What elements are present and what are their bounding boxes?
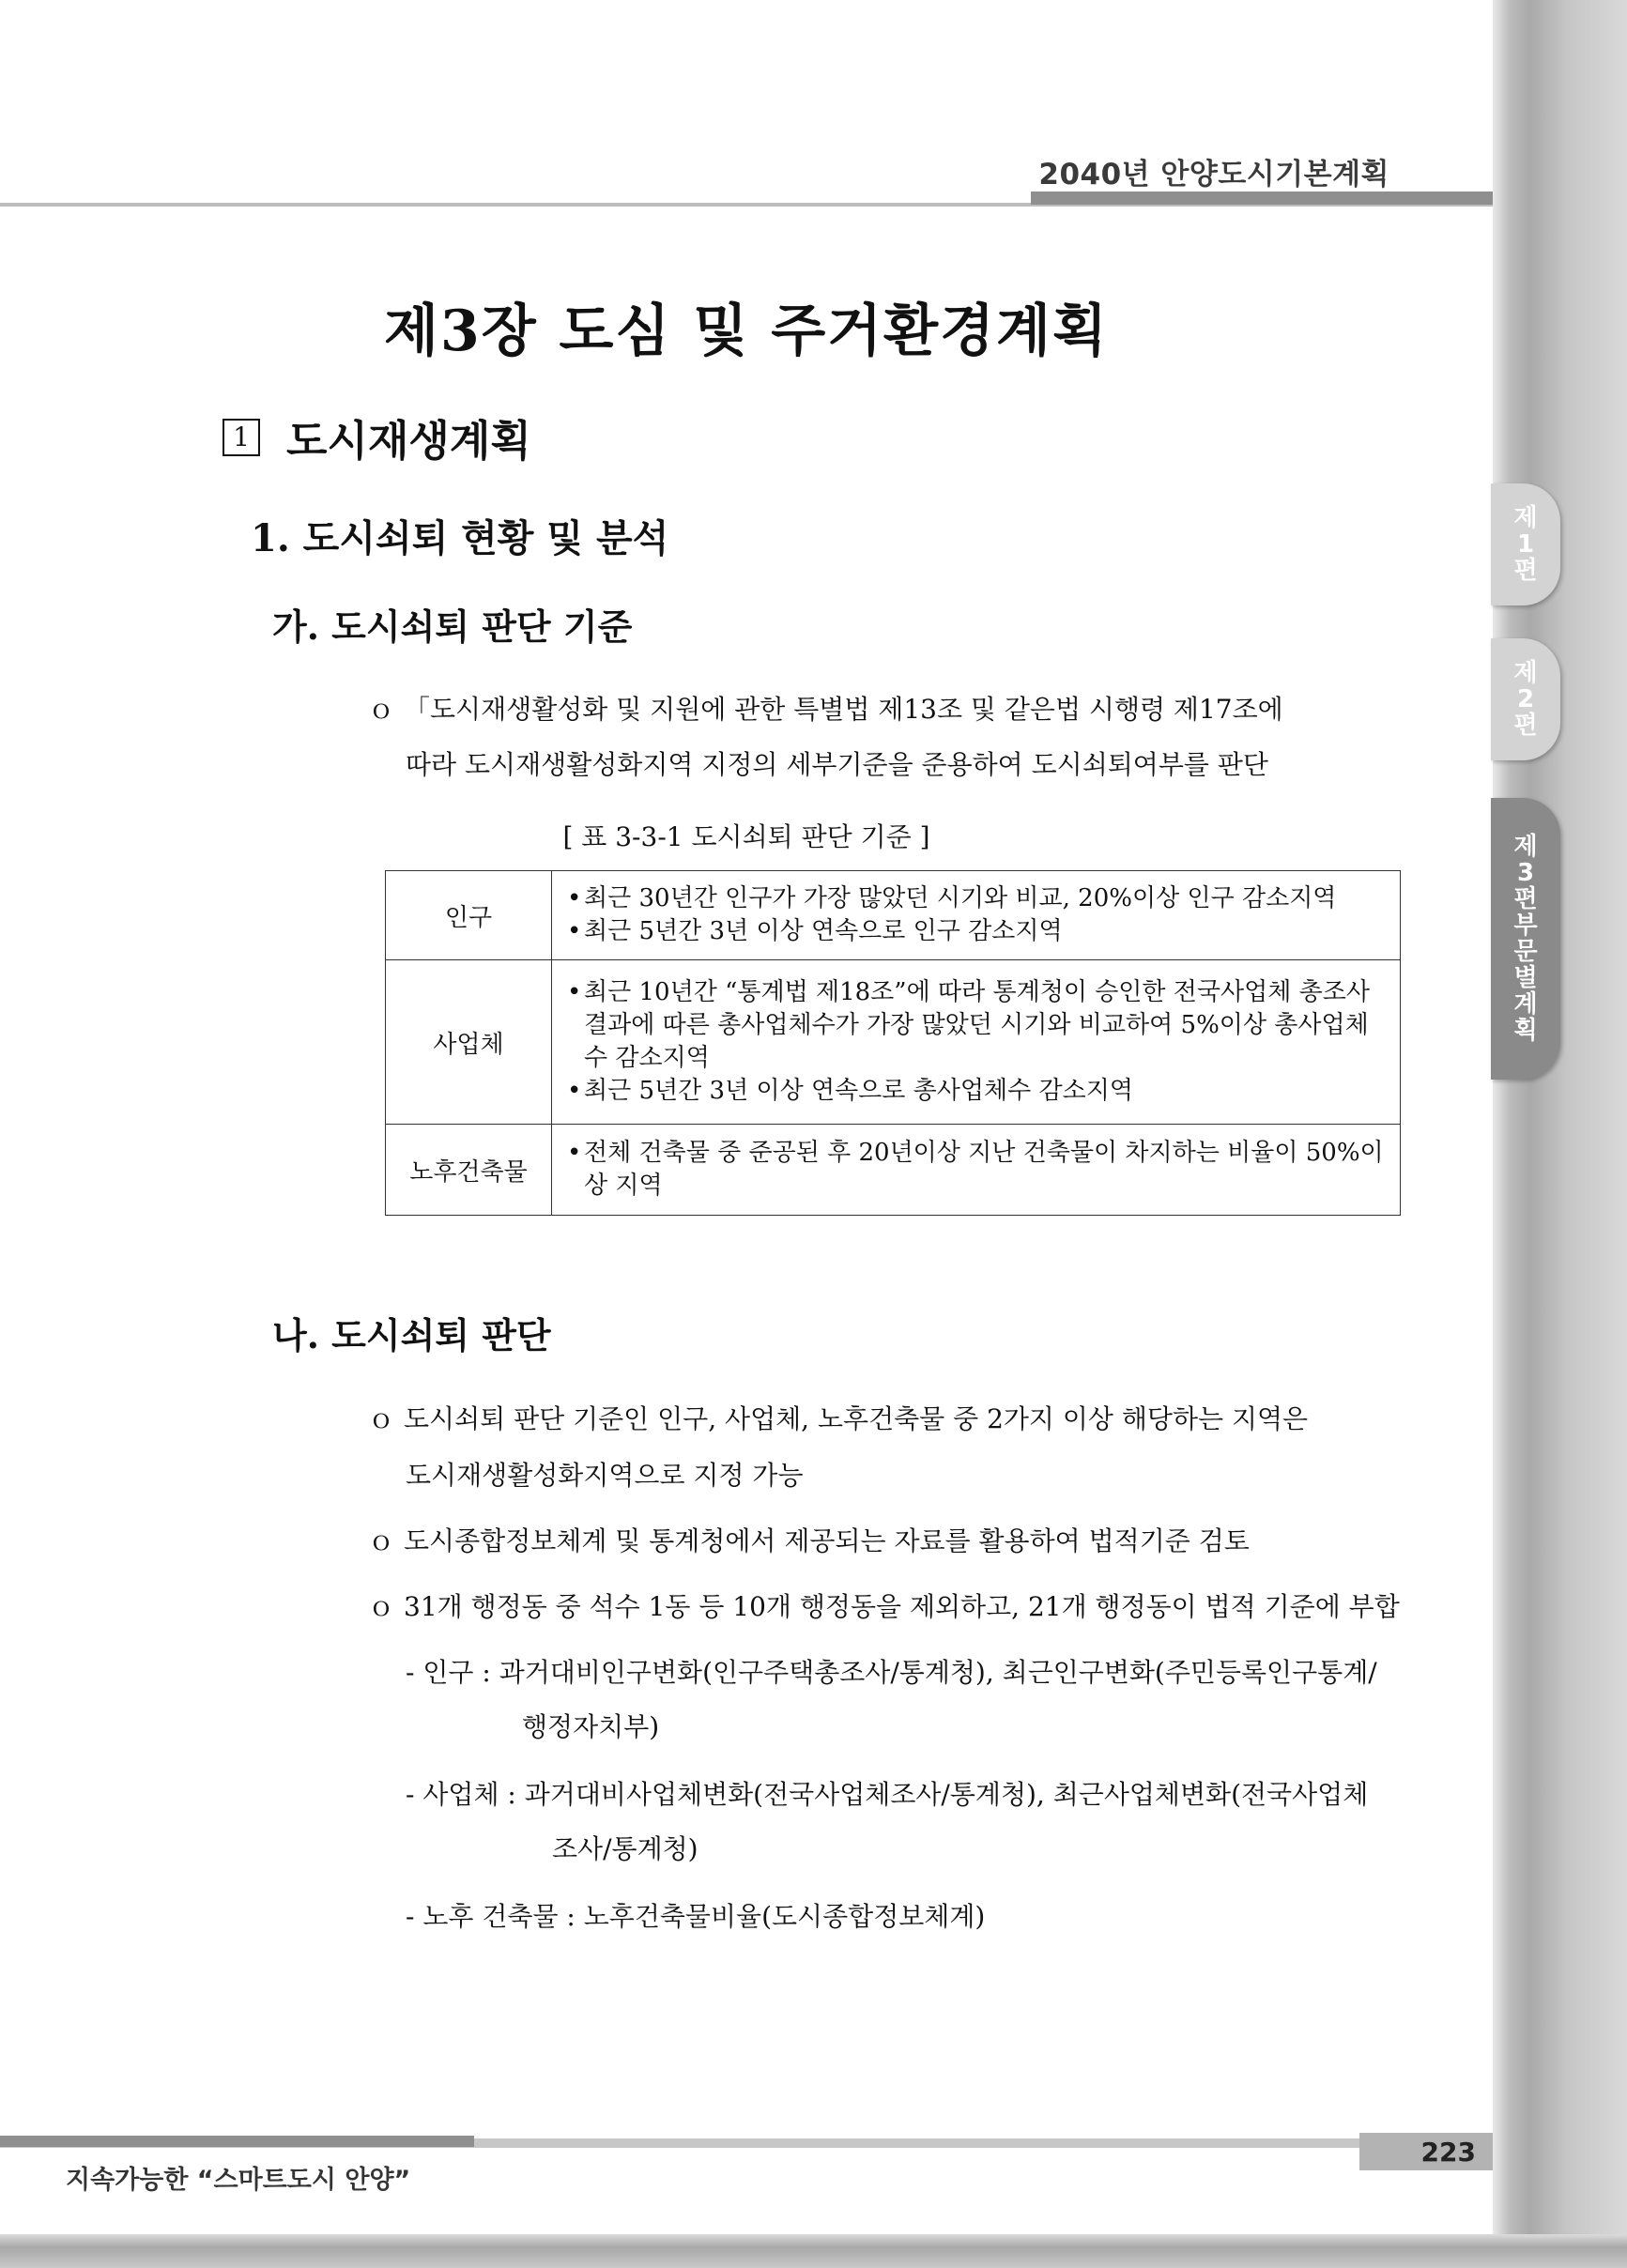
list-item: • 전체 건축물 중 준공된 후 20년이상 지난 건축물이 차지하는 비율이 50%이상 지역 [567, 1139, 1384, 1200]
table-desc [552, 1125, 1401, 1216]
bullet-circle: ｏ [368, 1403, 395, 1434]
table-category: 인구 [386, 871, 552, 960]
bullet-text: 31개 행정동 중 석수 1동 등 10개 행정동을 제외하고, 21개 행정동이 법적 기준에 부합 [404, 1591, 1400, 1622]
bullet-text-cont: 도시재생활성화지역으로 지정 가능 [406, 1460, 804, 1491]
tab-part-3[interactable]: 제 3 편 부 문 별 계 획 [1491, 798, 1560, 1080]
chapter-title: 제3장 도심 및 주거환경계획 [384, 299, 1109, 364]
table-row [386, 960, 1401, 1125]
page-bottom-shadow [0, 2234, 1627, 2268]
page-edge-shadow [1493, 0, 1627, 2268]
table-category: 노후건축물 [386, 1125, 552, 1216]
detail-business: - 사업체 : 과거대비사업체변화(전국사업체조사/통계청), 최근사업체변화(전국사업체 [406, 1779, 1369, 1810]
detail-business-cont: 조사/통계청) [552, 1833, 698, 1864]
section-number-box: 1 [223, 419, 260, 456]
header-rule-accent [1031, 192, 1493, 205]
bullet-circle: ｏ [368, 694, 395, 725]
list-item: • 최근 5년간 3년 이상 연속으로 인구 감소지역 [567, 917, 1063, 945]
section-heading [223, 406, 531, 467]
tab-part-1[interactable]: 제 1 편 [1491, 483, 1560, 605]
tab-part-2[interactable]: 제 2 편 [1491, 638, 1560, 760]
part-b-bullet-3 [368, 1586, 1400, 1624]
bullet-circle: ｏ [368, 1591, 395, 1622]
part-b-title: 나. 도시쇠퇴 판단 [272, 1314, 551, 1356]
table-category: 사업체 [386, 960, 552, 1125]
bullet-circle: ｏ [368, 1525, 395, 1556]
page-number: 223 [1420, 2137, 1476, 2168]
list-item: • 최근 30년간 인구가 가장 많았던 시기와 비교, 20%이상 인구 감소지역 [567, 884, 1337, 912]
table-desc [552, 871, 1401, 960]
bullet-text: 도시쇠퇴 판단 기준인 인구, 사업체, 노후건축물 중 2가지 이상 해당하는 지역은 [404, 1403, 1309, 1434]
running-header: 2040년 안양도시기본계획 [1038, 158, 1389, 192]
section-title: 도시재생계획 [286, 416, 531, 466]
table-caption: [ 표 3-3-1 도시쇠퇴 판단 기준 ] [562, 821, 930, 852]
part-a-title: 가. 도시쇠퇴 판단 기준 [272, 605, 633, 648]
bullet-text-cont: 따라 도시재생활성화지역 지정의 세부기준을 준용하여 도시쇠퇴여부를 판단 [406, 749, 1268, 780]
list-item: • 최근 10년간 “통계법 제18조”에 따라 통계청이 승인한 전국사업체 총조사 결과에 따른 총사업체수가 가장 많았던 시기와 비교하여 5%이상 총사업체수 감소지역 [567, 978, 1371, 1072]
bullet-text: 도시종합정보체계 및 통계청에서 제공되는 자료를 활용하여 법적기준 검토 [404, 1525, 1250, 1556]
bullet-text: 「도시재생활성화 및 지원에 관한 특별법 제13조 및 같은법 시행령 제17조에 [404, 694, 1283, 725]
list-item: • 최근 5년간 3년 이상 연속으로 총사업체수 감소지역 [567, 1077, 1133, 1105]
table-row [386, 1125, 1401, 1216]
detail-population-cont: 행정자치부) [522, 1711, 660, 1742]
detail-buildings: - 노후 건축물 : 노후건축물비율(도시종합정보체계) [406, 1901, 986, 1932]
criteria-table [385, 870, 1401, 1216]
footer-rule-accent [0, 2136, 474, 2147]
part-b-bullet-2 [368, 1521, 1250, 1558]
part-a-bullet [368, 689, 1283, 727]
part-b-bullet-1 [368, 1399, 1308, 1436]
subsection-title: 1. 도시쇠퇴 현황 및 분석 [251, 516, 669, 560]
detail-population: - 인구 : 과거대비인구변화(인구주택총조사/통계청), 최근인구변화(주민등록인구통계/ [406, 1657, 1377, 1688]
footer-slogan: 지속가능한 “스마트도시 안양” [66, 2166, 411, 2195]
table-desc [552, 960, 1401, 1125]
table-row [386, 871, 1401, 960]
